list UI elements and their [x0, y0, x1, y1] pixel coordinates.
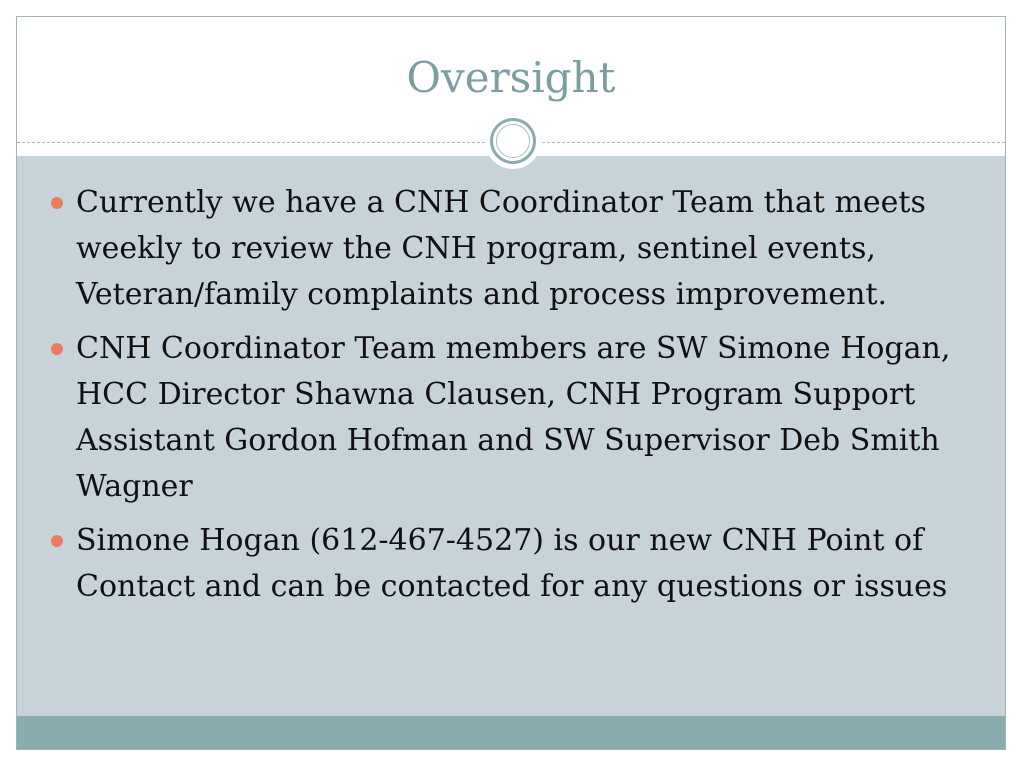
bullet-list [51, 180, 971, 618]
bullet-dot-icon [51, 535, 63, 547]
bullet-dot-icon [51, 343, 63, 355]
bullet-text: CNH Coordinator Team members are SW Simone Hogan, HCC Director Shawna Clausen, CNH Program Support Assistant Gordon Hofman and SW Supervisor Deb Smith Wagner [76, 331, 951, 504]
slide-title: Oversight [406, 53, 616, 102]
bullet-text: Currently we have a CNH Coordinator Team that meets weekly to review the CNH program, sentinel events, Veteran/family complaints and process improvement. [76, 185, 926, 312]
bullet-item [51, 518, 971, 610]
bullet-text: Simone Hogan (612-467-4527) is our new CNH Point of Contact and can be contacted for any questions or issues [76, 523, 948, 604]
footer-band [17, 716, 1005, 750]
bullet-item [51, 180, 971, 318]
slide [16, 16, 1006, 750]
bullet-dot-icon [51, 197, 63, 209]
bullet-item [51, 326, 971, 510]
circle-ornament-inner [496, 124, 530, 158]
